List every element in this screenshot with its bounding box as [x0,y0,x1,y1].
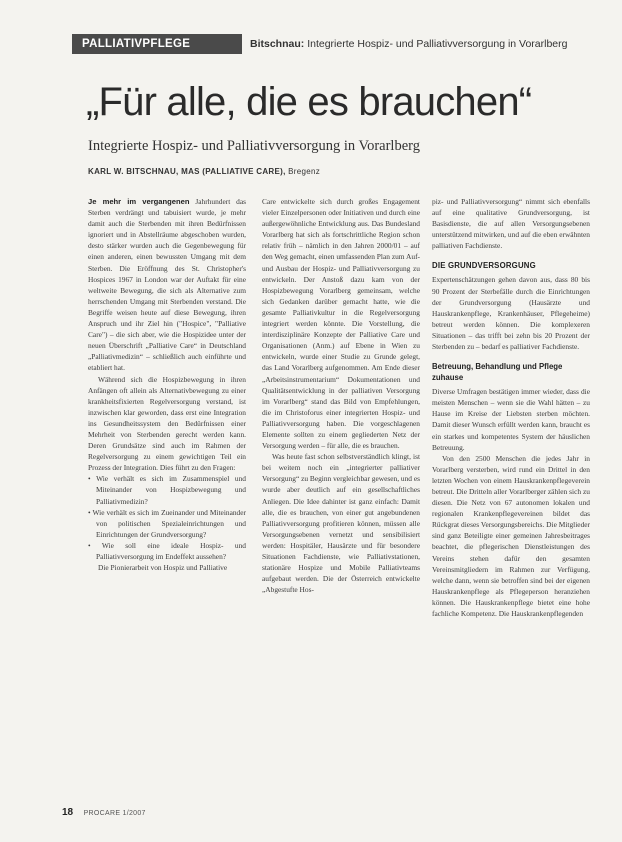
section-heading: DIE GRUNDVERSORGUNG [432,261,536,271]
page-header [72,34,602,54]
lead-in: Je mehr im vergangenen [88,197,190,206]
running-header [250,35,602,53]
paragraph: Care entwickelte sich durch großes Engagement vieler Einzelpersonen oder Initiativen und durch eine außergewöhnliche Entwicklung aus. Das Bundesland Vorarlberg hat sich als fortschrittliche Region schon relativ früh – nämlich in den Jahren 2000/01 – auf den Weg gemacht, einen umfassenden Plan zum Auf- und Ausbau der Hospiz- und Palliativversorgung zu entwickeln. Der Anstoß dazu kam von der Hospizbewegung Vorarlberg gemeinsam, welche sich Gedanken darüber gemacht hatte, wie die gesamte Palliativkultur in die Regelversorgung integriert werden könnte. Die Vorstellung, die interdisziplinäre Konzepte der Palliative Care und Organisationen (Anm.) auf Ebene in Wien zu entwickeln, wurde einer Studie zu Grunde gelegt, das Land Vorarlberg aufgenommen. Am Ende dieser „Arbeitsinstrumentarium“ Dokumentationen und Qualitätsentwicklung in der palliativen Versorgung im Vorarlberg“ stand das Bild von Empfehlungen, die im Christoforus einer integrierten Hospiz- und Palliativversorgung haben. Die vorgeschlagenen Elemente sollten zu einem gegliederten Netz der Versorgung werden – für alle, die es brauchen. [262,197,420,451]
paragraph-text: Jahrhundert das Sterben verdrängt und tabuisiert wurde, je mehr damit auch die Sterbenden mit ihren Bedürfnissen ignoriert und in Abstellräume abgeschoben wurden, desto stärker wurden auch die Gegenbewegung für einen anderen, einen bewussten Umgang mit dem Sterben. Die Eröffnung des St. Christopher's Hospices 1967 in London war der Auftakt für eine weltweite Bewegung, die sich als Alternative zum herrschenden Umgang mit Sterbenden verstand. Die Begriffe weisen heute auf diese Bewegung, ihren Anspruch und ihr Ziel hin ("Hospice", "Palliative Care") – die sich aber, wie die Hospizidee unter der neuen Überschrift „Palliative Care“ in Deutschland „Palliativmedizin“ – schließlich auch einführte und etabliert hat. [88,197,246,373]
header-location: Bitschnau: [250,38,305,50]
text-column-3 [432,196,590,756]
author-place: Bregenz [288,167,321,176]
text-column-1 [88,196,246,756]
page-footer [62,802,262,816]
paragraph [88,196,246,374]
list-item: • Wie verhält es sich im Zueinander und Miteinander von politischen Spezialeinrichtungen und Einrichtungen der Grundversorgung? [88,507,246,539]
list-item-text: Wie verhält es sich im Zusammenspiel und Miteinander von Hospizbewegung und Palliativmedizin? [96,474,246,506]
page-number: 18 [62,807,74,818]
list-item-text: Wie soll eine ideale Hospiz- und Palliativversorgung im Endeffekt aussehen? [96,540,246,561]
list-item: • Wie soll eine ideale Hospiz- und Palliativversorgung im Endeffekt aussehen? [88,540,246,561]
section-tag: PALLIATIVPFLEGE [72,34,242,54]
paragraph: Die Pionierarbeit von Hospiz und Palliative [98,563,228,573]
article-title: „Für alle, die es brauchen“ [86,80,532,124]
paragraph: Diverse Umfragen bestätigen immer wieder, dass die meisten Menschen – wenn sie die Wahl hätten – zu Hause im Kreise der Liebsten sterben möchten. Damit dieser Wunsch erfüllt werden kann, braucht es ein starkes und kompetentes System der häuslichen Betreuung. [432,387,590,452]
author-name: KARL W. BITSCHNAU, MAS (PALLIATIVE CARE), [88,167,286,176]
bullet-list [88,473,246,562]
paragraph: Von den 2500 Menschen die jedes Jahr in Vorarlberg versterben, wird rund ein Drittel in den letzten Wochen von einem Hauskrankenpflegeverein betreut. Die Dritteln aller Vorarlberger zählen sich zu diesen. Die Netz von 67 autonomen lokalen und regionalen Krankenpflegevereinen bildet das Rückgrat dieses Versorgungsbereichs. Die Mitglieder sind ganz Beteiligte einer gemeinen Jahresbeitrages beachtet, die pflegerischen Dienstleistungen des Vereins stehen dafür den gesamten Vereinsmitgliedern im Rahmen zur Verfügung, welche dann, wenn sie betroffen sind bei der eigenen Hauskrankenpflege als Pflegeperson heranziehen können. Die Hauskrankenpflege bietet eine hohe fachliche Kompetenz. Die Hauskrankenpflegenden [432,453,590,618]
list-item-text: Wie verhält es sich im Zueinander und Miteinander von politischen Spezialeinrichtungen und Einrichtungen der Grundversorgung? [92,507,246,539]
paragraph: piz- und Palliativversorgung“ nimmt sich ebenfalls auf eine qualitative Grundversorgung, ist Basisdienste, die auf allen Versorgungsebenen unterstützend mitwirken, und auf die eben erwähnten palliativen Fachdienste. [432,197,590,251]
article-subtitle: Integrierte Hospiz- und Palliativversorgung in Vorarlberg [88,138,420,154]
paragraph: Während sich die Hospizbewegung in ihren Anfängen oft allein als Alternativbewegung zu einer krankheitsfixierten Regelversorgung verstand, ist inzwischen klar geworden, dass erst eine Integration ins Gesundheitssystem den Bedürfnissen einer Mehrheit von Sterbenden gerecht werden kann. Deren Grundsätze sind auch im Rahmen der Regelversorgung zu einem gewichtigen Teil ein Prozess der Integration. Dies führt zu den Fragen: [88,374,246,473]
header-topic: Integrierte Hospiz- und Palliativversorgung in Vorarlberg [307,38,568,50]
subsection-heading: Betreuung, Behandlung und Pflege zuhause [432,362,563,383]
list-item: • Wie verhält es sich im Zusammenspiel und Miteinander von Hospizbewegung und Palliativmedizin? [88,474,246,506]
author-line [88,167,588,176]
text-column-2 [262,196,420,756]
journal-name: PROCARE 1/2007 [83,810,146,817]
paragraph: Was heute fast schon selbstverständlich klingt, ist bei weitem noch ein „integrierter palliativer Versorgung“ zu Beginn vergleichbar gewesen, und es wurde aber deutlich auf ein gesellschaftliches Anliegen. Die Idee dahinter ist ganz einfach: Damit alle, die es brauchen, von einer gut angebundenen Palliativversorgung profitieren können, müssen alle Versorgungsebenen vernetzt und sensibilisiert werden: Hospitäler, Hausärzte und für besondere Situationen Fachdienste, wie Palliativstationen, stationäre Hospize und Mobile Palliativteams aufgebaut werden. Die der Österreich entwickelte „Abgestufte Hos- [262,452,420,595]
paragraph: Expertenschätzungen gehen davon aus, dass 80 bis 90 Prozent der Sterbefälle durch die Einrichtungen der Grundversorgung (Hausärzte und Hauskrankenpflege, Krankenhäuser, Pflegeheime) betreut werden können. Die komplexeren Situationen – das trifft bei zehn bis 20 Prozent der Sterbenden zu – bedarf es palliativer Fachdienste. [432,275,590,352]
